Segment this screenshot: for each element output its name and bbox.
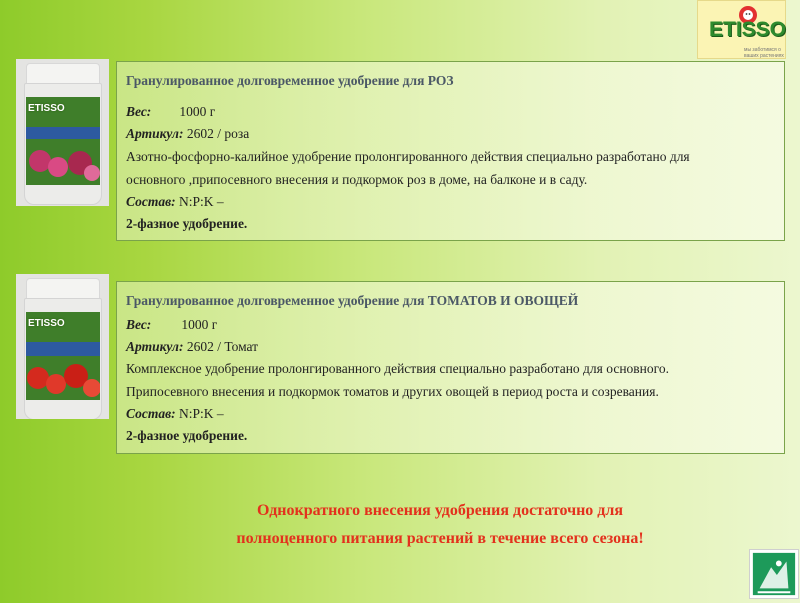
- phase-text: 2-фазное удобрение.: [126, 216, 248, 231]
- description-line-2: Припосевного внесения и подкормок томатов и других овощей в период роста и созревания.: [126, 384, 659, 399]
- product-card-tomatoes: [116, 281, 785, 454]
- product-title: Гранулированное долговременное удобрение для ТОМАТОВ И ОВОЩЕЙ: [126, 293, 579, 308]
- product-image-tomatoes: [16, 274, 109, 419]
- description-line-1: Азотно-фосфорно-калийное удобрение пролонгированного действия специально разработано для: [126, 149, 690, 164]
- article-label: Артикул:: [126, 126, 184, 141]
- article-value: 2602 / роза: [186, 126, 250, 141]
- weight-label: Вес:: [126, 104, 152, 119]
- phase-text: 2-фазное удобрение.: [126, 428, 248, 443]
- description-line-1: Комплексное удобрение пролонгированного действия специально разработано для основного.: [126, 361, 669, 376]
- composition-row: [126, 406, 224, 422]
- jar-brand-text: ETISSO: [28, 103, 65, 114]
- article-value: 2602 / Томат: [186, 339, 259, 354]
- article-label: Артикул:: [126, 339, 184, 354]
- gardener-icon: [749, 549, 799, 599]
- gardener-figure-icon: [750, 550, 798, 598]
- article-row: [126, 126, 249, 142]
- jar-brand-text: ETISSO: [28, 318, 65, 329]
- composition-value: N:P:K –: [179, 406, 224, 421]
- product-image-roses: [16, 59, 109, 206]
- composition-label: Состав:: [126, 194, 176, 209]
- weight-label: Вес:: [126, 317, 152, 332]
- product-title: Гранулированное долговременное удобрение для РОЗ: [126, 73, 454, 88]
- weight-value: 1000 г: [179, 104, 216, 119]
- description-line-2: основного ,припосевного внесения и подкормок роз в доме, на балконе и в саду.: [126, 172, 588, 187]
- weight-row: [126, 104, 215, 120]
- weight-value: 1000 г: [181, 317, 218, 332]
- weight-row: [126, 317, 217, 333]
- composition-value: N:P:K –: [179, 194, 224, 209]
- logo-tagline: мы заботимся о ваших растениях: [744, 47, 784, 59]
- composition-row: [126, 194, 224, 210]
- composition-label: Состав:: [126, 406, 176, 421]
- product-card-roses: [116, 61, 785, 241]
- footer-line-2: полноценного питания растений в течение всего сезона!: [236, 530, 644, 547]
- etisso-logo: [697, 0, 786, 59]
- article-row: [126, 339, 258, 355]
- footer-line-1: Однократного внесения удобрения достаточно для: [256, 502, 624, 519]
- logo-brand-text: ETISSO: [709, 18, 787, 41]
